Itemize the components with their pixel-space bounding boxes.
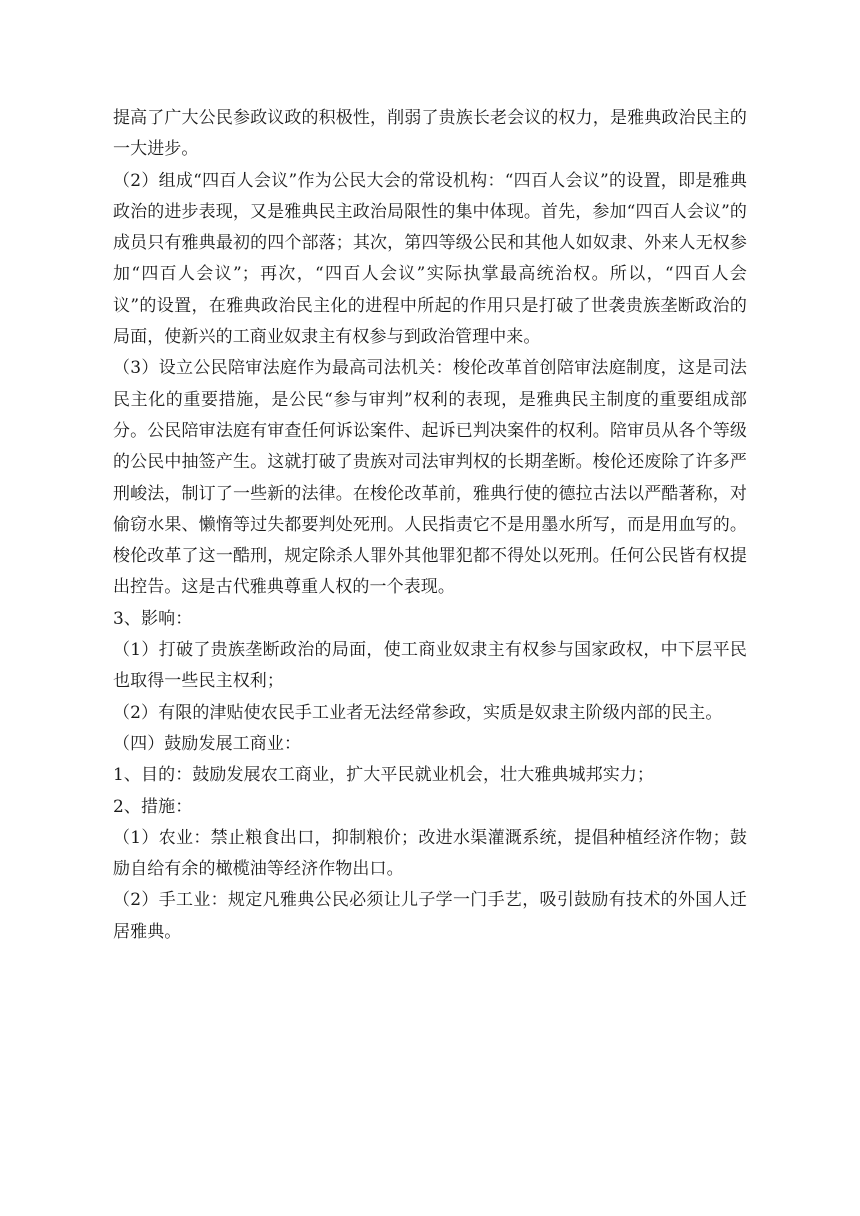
paragraph-influence-1: （1）打破了贵族垄断政治的局面，使工商业奴隶主有权参与国家政权，中下层平民也取得一些民主权利； xyxy=(113,640,747,692)
paragraph-agriculture: （1）农业：禁止粮食出口，抑制粮价；改进水渠灌溉系统，提倡种植经济作物；鼓励自给有余的橄榄油等经济作物出口。 xyxy=(113,827,747,880)
paragraph-jury-court: （3）设立公民陪审法庭作为最高司法机关：梭伦改革首创陪审法庭制度，这是司法民主化的重要措施，是公民“参与审判”权利的表现，是雅典民主制度的重要组成部分。公民陪审法庭有审查任何诉讼案件、起诉已判决案件的权利。陪审员从各个等级的公民中抽签产生。这就打破了贵族对司法审判权的长期垄断。梭伦还废除了许多严刑峻法，制订了一些新的法律。在梭伦改革前，雅典行使的德拉古法以严酷著称，对偷窃水果、懒惰等过失都要判处死刑。人民指责它不是用墨水所写，而是用血写的。梭伦改革了这一酷刑，规定除杀人罪外其他罪犯都不得处以死刑。任何公民皆有权提出控告。这是古代雅典尊重人权的一个表现。 xyxy=(113,358,747,598)
heading-influence: 3、影响： xyxy=(113,608,193,629)
paragraph-continuation: 提高了广大公民参政议政的积极性，削弱了贵族长老会议的权力，是雅典政治民主的一大进步。 xyxy=(113,108,747,160)
heading-encourage-commerce: （四）鼓励发展工商业： xyxy=(113,733,302,754)
paragraph-purpose: 1、目的：鼓励发展农工商业，扩大平民就业机会，壮大雅典城邦实力； xyxy=(113,765,655,786)
paragraph-handicraft: （2）手工业：规定凡雅典公民必须让儿子学一门手艺，吸引鼓励有技术的外国人迁居雅典。 xyxy=(113,890,747,942)
paragraph-influence-2: （2）有限的津贴使农民手工业者无法经常参政，实质是奴隶主阶级内部的民主。 xyxy=(113,702,723,723)
heading-measures: 2、措施： xyxy=(113,796,193,817)
document-body xyxy=(113,103,747,948)
paragraph-four-hundred-council: （2）组成“四百人会议”作为公民大会的常设机构：“四百人会议”的设置，即是雅典政治的进步表现，又是雅典民主政治局限性的集中体现。首先，参加“四百人会议”的成员只有雅典最初的四个部落；其次，第四等级公民和其他人如奴隶、外来人无权参加“四百人会议”；再次，“四百人会议”实际执掌最高统治权。所以，“四百人会议”的设置，在雅典政治民主化的进程中所起的作用只是打破了世袭贵族垄断政治的局面，使新兴的工商业奴隶主有权参与到政治管理中来。 xyxy=(113,170,747,348)
